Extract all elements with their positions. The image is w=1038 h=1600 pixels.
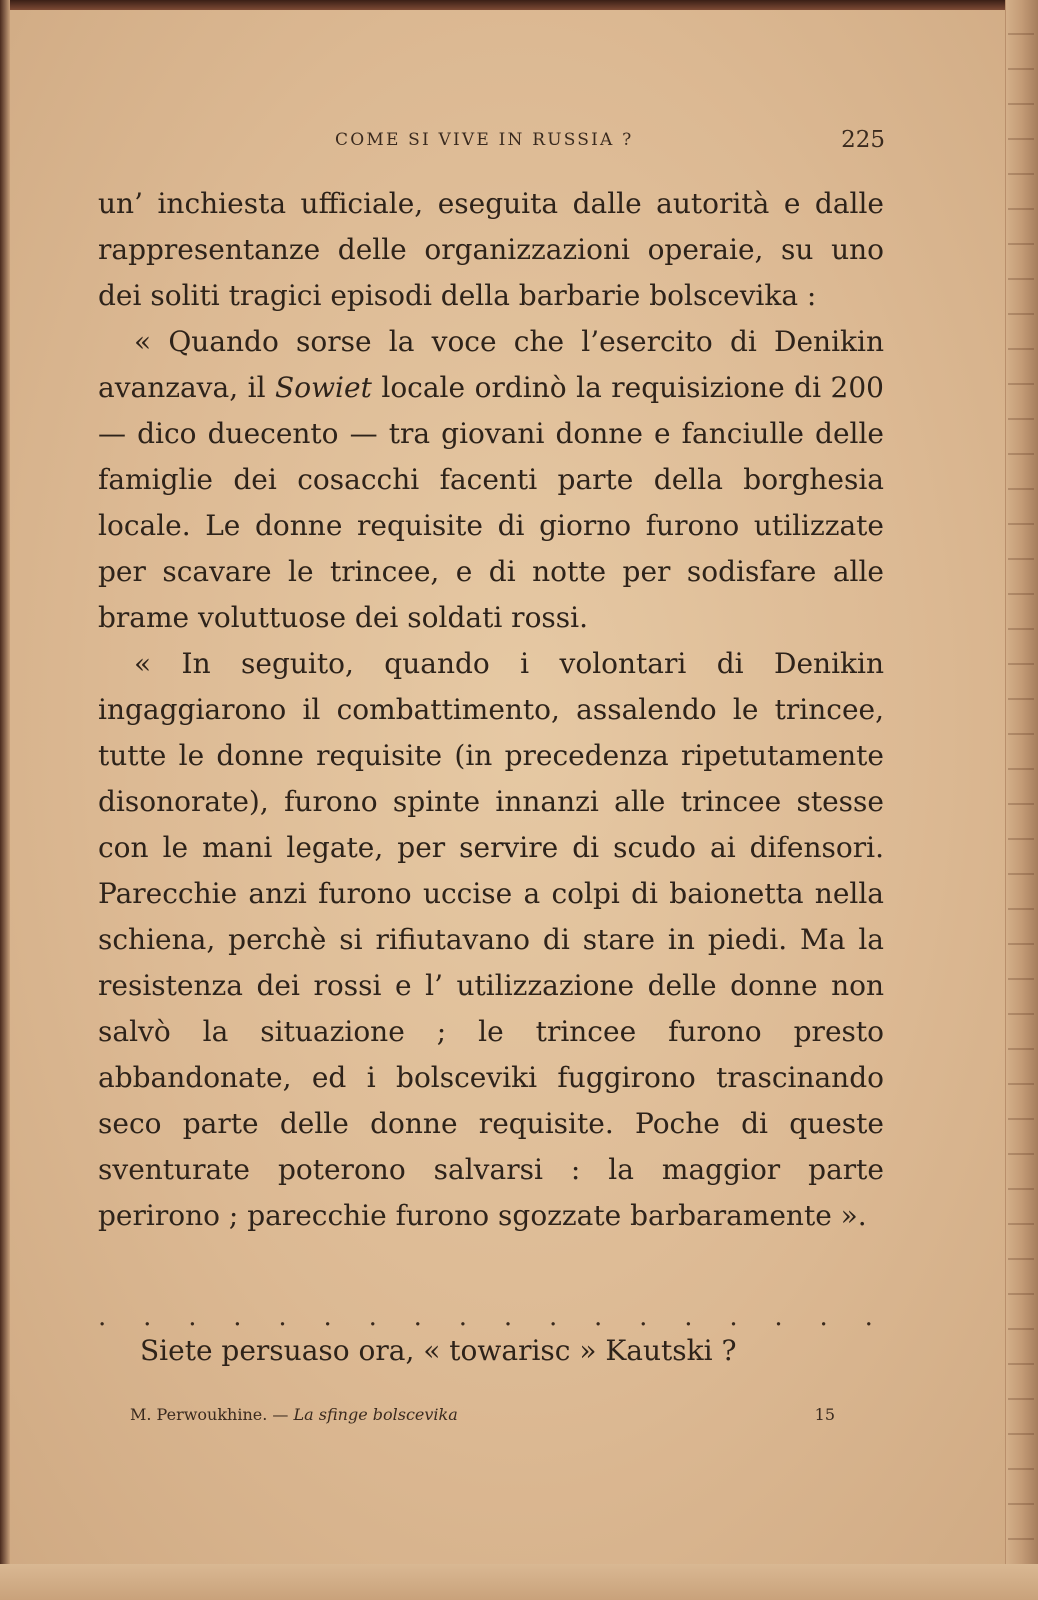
ellipsis-dot: . — [503, 1302, 513, 1332]
ellipsis-dot: . — [233, 1302, 242, 1332]
ellipsis-dot: . — [368, 1302, 377, 1332]
page-number: 225 — [841, 127, 885, 153]
ellipsis-dot: . — [323, 1302, 332, 1332]
ellipsis-dot: . — [819, 1302, 828, 1332]
ellipsis-dot: . — [458, 1302, 468, 1332]
ellipsis-dot: . — [548, 1302, 558, 1332]
ellipsis-dot: . — [864, 1302, 873, 1332]
signature-book-title: La sfinge bolscevika — [293, 1405, 458, 1424]
binding-texture — [1008, 0, 1034, 1600]
signature-author-title — [130, 1405, 458, 1424]
paragraph-2-start: « Quando sorse la voce che l’esercito di Denikin avanzava, il — [98, 325, 884, 404]
paragraph-2 — [98, 319, 884, 641]
signature-number: 15 — [814, 1405, 835, 1424]
paragraph-2-end: locale ordinò la requisizione di 200 — dico duecento — tra giovani donne e fanciulle delle famiglie dei cosacchi facenti parte della borghesia locale. Le donne requisite di giorno furono utilizzate per scavare le trincee, e di notte per sodisfare alle brame voluttuose dei soldati rossi. — [98, 371, 884, 634]
ellipsis-dot: . — [188, 1302, 197, 1332]
ellipsis-dot: . — [413, 1302, 422, 1332]
ellipsis-dot: . — [278, 1302, 287, 1332]
page-left-edge — [0, 0, 10, 1600]
ellipsis-dot: . — [774, 1302, 783, 1332]
ellipsis-separator — [98, 1302, 873, 1332]
ellipsis-dot: . — [684, 1302, 693, 1332]
paragraph-1: un’ inchiesta ufficiale, eseguita dalle autorità e dalle rappresentanze delle organizzazioni operaie, su uno dei soliti tragici episodi della barbarie bolscevika : — [98, 187, 884, 312]
closing-line: Siete persuaso ora, « towarisc » Kautski ? — [140, 1334, 737, 1367]
ellipsis-dot: . — [594, 1302, 603, 1332]
page-top-edge — [0, 0, 1038, 10]
sowiet-italic: Sowiet — [275, 371, 372, 404]
ellipsis-dot: . — [143, 1302, 152, 1332]
ellipsis-dot: . — [729, 1302, 738, 1332]
page-header — [335, 127, 885, 155]
signature-line — [130, 1405, 835, 1431]
page-bottom-edge — [0, 1564, 1038, 1600]
paragraph-3: « In seguito, quando i volontari di Denikin ingaggiarono il combattimento, assalendo le trincee, tutte le donne requisite (in precedenza ripetutamente disonorate), furono spinte innanzi alle trincee stesse con le mani legate, per servire di scudo ai difensori. Parecchie anzi furono uccise a colpi di baionetta nella schiena, perchè si rifiutavano di stare in piedi. Ma la resistenza dei rossi e l’ utilizzazione delle donne non salvò la situazione ; le trincee furono presto abbandonate, ed i bolsceviki fuggirono trascinando seco parte delle donne requisite. Poche di queste sventurate poterono salvarsi : la maggior parte perirono ; parecchie furono sgozzate barbaramente ». — [98, 647, 884, 1232]
ellipsis-dot: . — [98, 1302, 107, 1332]
running-head: COME SI VIVE IN RUSSIA ? — [335, 130, 634, 150]
signature-author: M. Perwoukhine. — — [130, 1405, 289, 1424]
ellipsis-dot: . — [639, 1302, 648, 1332]
body-text — [98, 181, 884, 1239]
